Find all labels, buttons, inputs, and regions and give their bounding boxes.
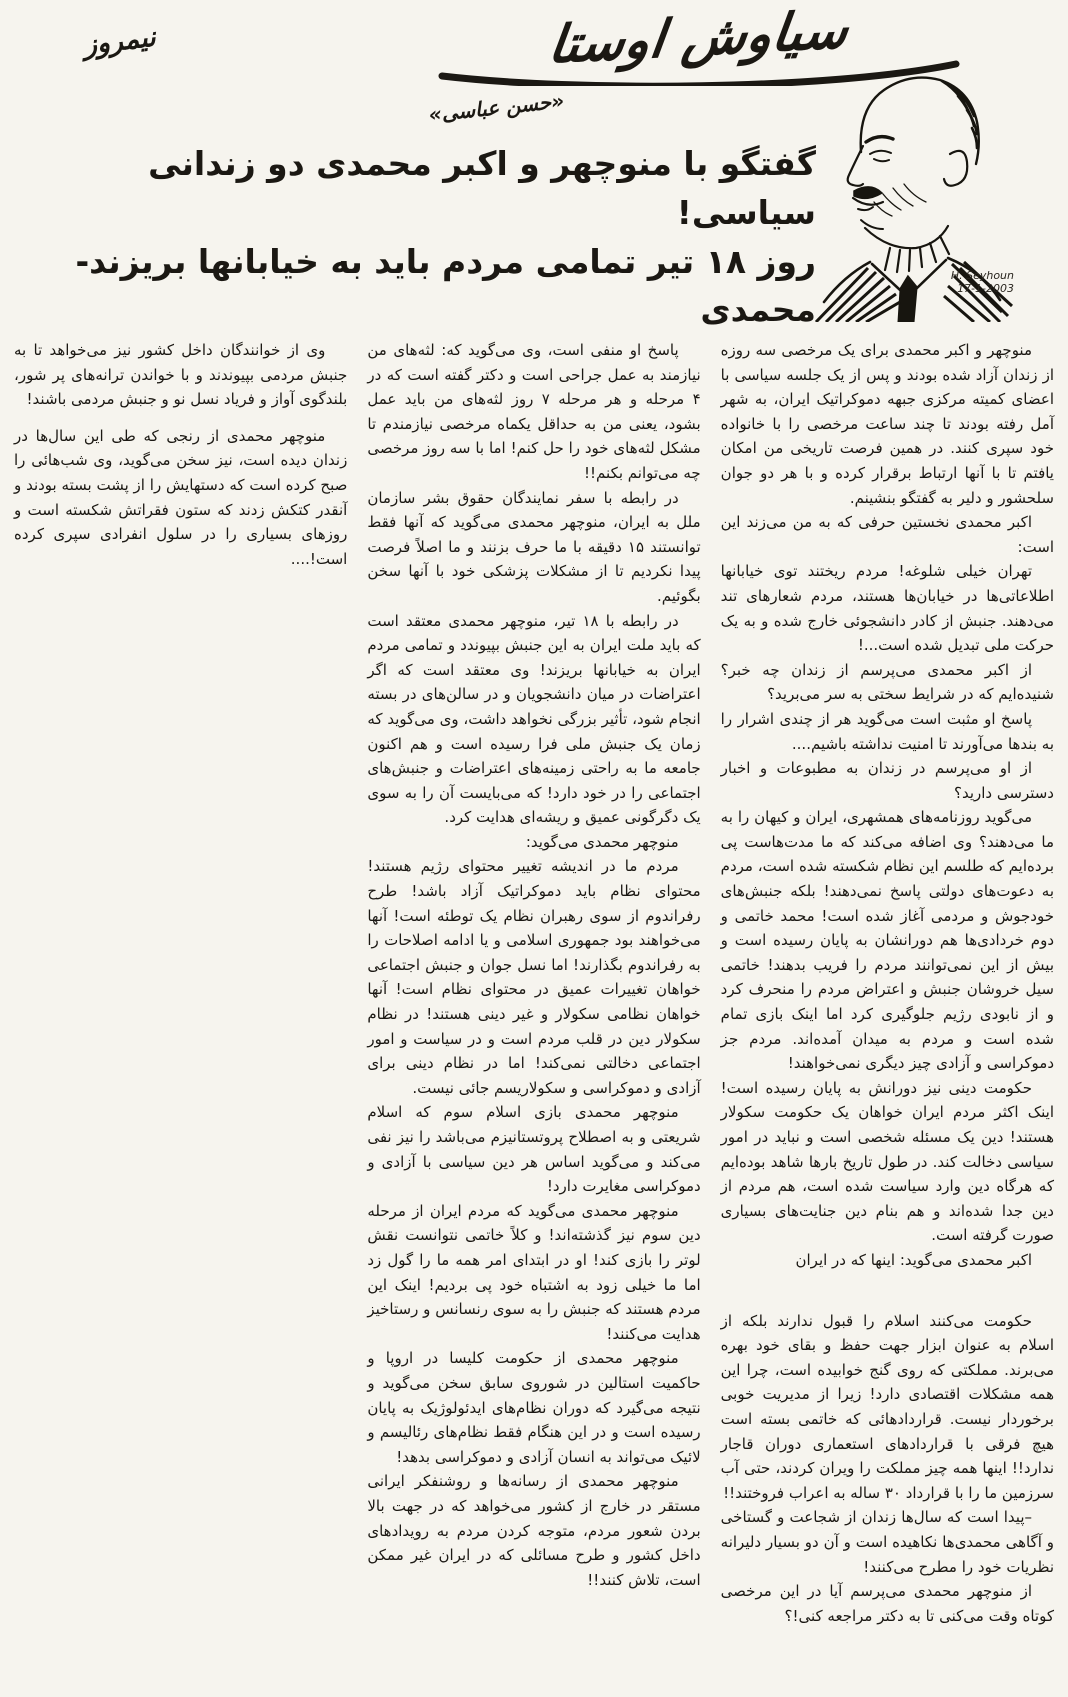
signature-text: H. Seyhoun — [950, 268, 1014, 282]
paragraph: وی از خوانندگان داخل کشور نیز می‌خواهد تا به جنبش مردمی بپیوندند و با خواندن ترانه‌های پر شور، بلندگوی آواز و فریاد نسل نو و جنبش مردمی باشند! — [14, 341, 348, 409]
article-body — [14, 338, 1054, 1689]
portrait-illustration — [804, 50, 1014, 322]
paragraph: اکبر محمدی می‌گوید: اینها که در ایران — [795, 1250, 1032, 1269]
paragraph: از منوچهر محمدی می‌پرسم آیا در این مرخصی کوتاه وقت می‌کنی تا به دکتر مراجعه کنی!؟ — [720, 1582, 1054, 1625]
headline-line-1: گفتگو با منوچهر و اکبر محمدی دو زندانی سیاسی! — [148, 144, 816, 232]
paragraph: پاسخ او مثبت است می‌گوید هر از چندی اشرار را به بندها می‌آورند تا امنیت نداشته باشیم.... — [720, 709, 1054, 753]
headline-line-2: روز ۱۸ تیر تمامی مردم باید به خیابانها بریزند- محمدی — [75, 241, 816, 330]
paragraph: مردم ما در اندیشه تغییر محتوای رژیم هستند! محتوای نظام باید دموکراتیک آزاد باشد! طرح رفراندوم از سوی رهبران نظام یک توطئه است! آنها می‌خواهند بود جمهوری اسلامی و یا ادامه اصلاحات را به رفراندوم بگذارند! اما نسل جوان و جنبش اجتماعی خواهان تغییرات عمیق در محتوای نظام است! آنها خواهان نظامی سکولار و غیر دینی هستند! در نظام سکولار دین در قلب مردم است و در سیاست و امور اجتماعی دخالتی نمی‌کند! اما در نظام دینی برای آزادی و دموکراسی و سکولاریسم جائی نیست. — [367, 857, 701, 1097]
paragraph: –پیدا است که سال‌ها زندان از شجاعت و گستاخی و آگاهی محمدی‌ها نکاهیده است و آن دو بسیار دلیرانه نظریات خود را مطرح می‌کنند! — [720, 1508, 1054, 1576]
article-column-2 — [367, 338, 700, 1689]
author-calligraphy-text: سیاوش اوستا — [544, 0, 852, 76]
paragraph: پاسخ او منفی است، وی می‌گوید که: لثه‌های من نیازمند به عمل جراحی است و دکتر گفته است که در ۴ مرحله و هر مرحله ۷ روز لثه‌های من باید عمل بشود، یعنی من به حداقل یکماه مرخصی نیازمندم تا مشکل لثه‌های خود را حل کنم! اما با سه روز مرخصی چه می‌توانم بکنم!! — [367, 341, 701, 482]
paragraph: حکومت می‌کنند اسلام را قبول ندارند بلکه از اسلام به عنوان ابزار جهت حفظ و بقای خود بهره می‌برند. مملکتی که روی گنج خوابیده است، چرا این همه مشکلات اقتصادی دارد! زیرا از مدیریت خوبی برخوردار نیست. قراردادهائی که خاتمی بسته است هیچ فرقی با قراردادهای استعماری دوران قاجار ندارد!! اینها همه چیز مملکت را ویران کردند، حتی آب سرزمین ما را با قرارداد ۳۰ ساله به اعراب فروختند!! — [720, 1311, 1054, 1502]
paragraph: منوچهر و اکبر محمدی برای یک مرخصی سه روزه از زندان آزاد شده بودند و پس از یک جلسه سیاسی با اعضای کمیته مرکزی جبهه دموکراتیک ایران، به شهر آمل رفته بودند تا چند ساعت مرخصی را با خانواده خود سپری کنند. در همین فرصت تاریخی من امکان یافتم تا با آنها ارتباط برقرار کرده و با هر دو جوان سلحشور و دلیر به گفتگو بنشینم. — [720, 341, 1054, 507]
paragraph: منوچهر محمدی می‌گوید که مردم ایران از مرحله دین سوم نیز گذشته‌اند! و کلاً خاتمی نتوانست نقش لوتر را بازی کند! او در ابتدای امر همه ما را گول زد اما ما خیلی زود به اشتباه خود پی بردیم! اینک این مردم هستند که جنبش را به سوی رنسانس و رستاخیز هدایت می‌کنند! — [367, 1201, 701, 1343]
paragraph: تهران خیلی شلوغه! مردم ریختند توی خیابانها اطلاعاتی‌ها در خیابان‌ها هستند، مردم شعارهای تند می‌دهند. جنبش از کادر دانشجوئی خارج شده و به یک حرکت ملی تبدیل شده است...! — [720, 562, 1054, 655]
paragraph: منوچهر محمدی از رسانه‌ها و روشنفکر ایرانی مستقر در خارج از کشور می‌خواهد که در جهت بالا بردن شعور مردم، متوجه کردن مردم به رویدادهای داخل کشور و طرح مسائلی که در ایران غیر ممکن است، تلاش کنند!! — [367, 1472, 701, 1589]
paragraph: منوچهر محمدی می‌گوید: — [525, 832, 679, 851]
article-column-1 — [721, 338, 1054, 1689]
paragraph: در رابطه با سفر نمایندگان حقوق بشر سازمان ملل به ایران، منوچهر محمدی می‌گوید که آنها فقط توانستند ۱۵ دقیقه با ما حرف بزنند و ما اصلاً فرصت پیدا نکردیم تا از مشکلات پزشکی خود با آنها سخن بگوئیم. — [367, 488, 701, 605]
paragraph: منوچهر محمدی از رنجی که طی این سال‌ها در زندان دیده است، نیز سخن می‌گوید، وی شب‌هائی را صبح کرده است که دستهایش را از پشت بسته بودند و آنقدر کتکش زدند که ستون فقراتش شکسته است و روزهای بسیاری را در سلول انفرادی سپری کرده است!.... — [14, 426, 348, 568]
paragraph: اکبر محمدی نخستین حرفی که به من می‌زند این است: — [720, 513, 1054, 556]
paragraph: از اکبر محمدی می‌پرسم از زندان چه خبر؟ شنیده‌ایم که در شرایط سختی به سر می‌برید؟ — [720, 660, 1054, 704]
newspaper-logo: نیمروز — [81, 21, 158, 62]
signature-date: 17-1-2003 — [957, 282, 1014, 296]
paragraph: از او می‌پرسم در زندان به مطبوعات و اخبار دسترسی دارید؟ — [720, 759, 1054, 802]
paragraph: منوچهر محمدی بازی اسلام سوم که اسلام شریعتی و به اصطلاح پروتستانیزم می‌باشد را نیز نفی می‌کند و می‌گوید اساس هر دین سیاسی با آزادی و دموکراسی مغایرت دارد! — [367, 1103, 701, 1196]
paragraph: منوچهر محمدی از حکومت کلیسا در اروپا و حاکمیت استالین در شوروی سابق سخن می‌گوید و نتیجه می‌گیرد که دوران نظام‌های ایدئولوژیک به پایان رسیده است و در این هنگام فقط نظام‌های رئالیسم و لائیک می‌تواند به انسان آزادی و دموکراسی بدهد! — [367, 1349, 701, 1466]
paragraph: می‌گوید روزنامه‌های همشهری، ایران و کیهان را به ما می‌دهند؟ وی اضافه می‌کند که ما مدت‌هاست پی برده‌ایم که طلسم این نظام شکسته شده است، مردم به دعوت‌های دولتی پاسخ نمی‌دهند! بلکه جنبش‌های خودجوش و مردمی آغاز شده است! محمد خاتمی و دوم خردادی‌ها هم دورانشان به پایان رسیده است و بیش از این نمی‌توانند مردم را فریب بدهند! خاتمی سیل خروشان جنبش و اعتراض مردم را منحرف کرد و از نابودی رژیم جلوگیری کرد اما اینک بازی تمام شده است و مردم به میدان آمده‌اند. مردم جز دموکراسی و آزادی چیز دیگری نمی‌خواهند! — [720, 808, 1054, 1073]
portrait-artist-signature — [951, 269, 1014, 297]
paragraph: حکومت دینی نیز دورانش به پایان رسیده است! اینک اکثر مردم ایران خواهان یک حکومت سکولار هستند! دین یک مسئله شخصی است و نباید در امور سیاسی دخالت کند. در طول تاریخ بارها شاهد بوده‌ایم که هرگاه دین وارد سیاست شده است، هم مردم از دین جدا شده‌اند و هم بنام دین جنایت‌های بسیاری صورت گرفته است. — [720, 1078, 1054, 1245]
author-real-name: «حسن عباسی» — [427, 88, 566, 127]
article-headline — [46, 140, 816, 335]
paragraph: در رابطه با ۱۸ تیر، منوچهر محمدی معتقد است که باید ملت ایران به این جنبش بپیوندد و تمامی مردم ایران به خیابانها بریزند! وی معتقد است که اگر اعتراضات در میان دانشجویان و در سالن‌های در بسته انجام شود، تأثیر بزرگی نخواهد داشت، وی می‌گوید که زمان یک جنبش ملی فرا رسیده است و هم اکنون جامعه ما به راحتی زمینه‌های اعتراضات و جنبش‌های اجتماعی را در خود دارد! که می‌بایست آن را به سوی یک دگرگونی عمیق و ریشه‌ای هدایت کرد. — [367, 611, 701, 827]
article-column-3 — [14, 338, 347, 1689]
